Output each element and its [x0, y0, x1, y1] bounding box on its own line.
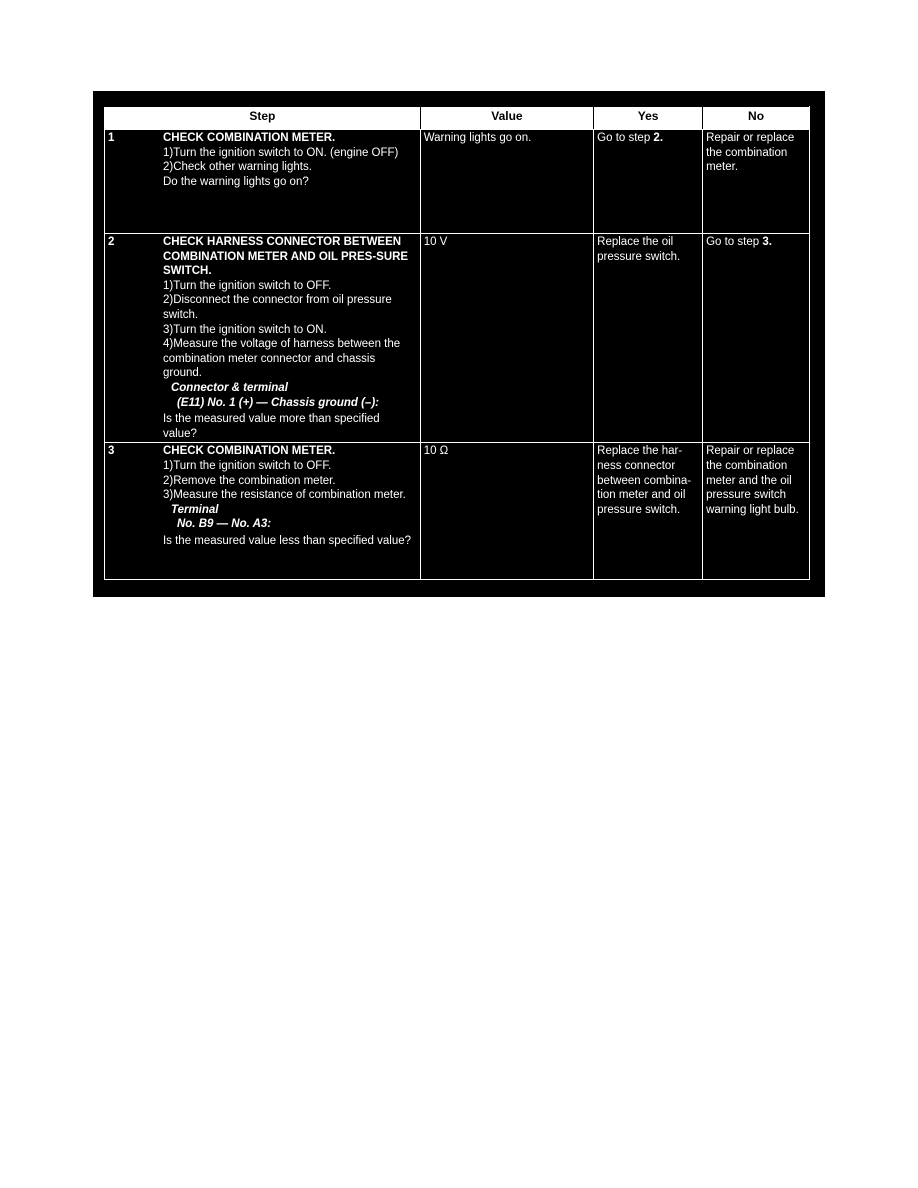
step-title: CHECK COMBINATION METER. [162, 445, 336, 458]
step-sub-value: (E11) No. 1 (+) — Chassis ground (–): [176, 396, 379, 409]
yes-cell: Replace the har-ness connector between combina-tion meter and oil pressure switch. [594, 443, 703, 580]
step-title: CHECK HARNESS CONNECTOR BETWEEN COMBINATION METER AND OIL PRES-SURE SWITCH. [162, 236, 409, 278]
step-number: 1 [105, 130, 160, 234]
step-question: Is the measured value less than specified value? [162, 534, 412, 547]
step-instruction: 1)Turn the ignition switch to ON. (engine OFF) [162, 146, 399, 159]
no-text: Go to step [706, 236, 763, 248]
yes-cell [594, 130, 703, 234]
step-instruction: 2)Disconnect the connector from oil pressure switch. [162, 294, 392, 321]
step-description [160, 443, 420, 580]
no-cell: Repair or replace the combination meter. [703, 130, 810, 234]
yes-text: Go to step [597, 132, 654, 144]
header-yes: Yes [594, 107, 703, 130]
yes-step-ref: 2. [653, 132, 664, 144]
step-instruction: 3)Turn the ignition switch to ON. [162, 323, 327, 336]
table-row [105, 234, 810, 443]
no-step-ref: 3. [762, 236, 772, 248]
yes-cell: Replace the oil pressure switch. [594, 234, 703, 443]
step-instruction: 3)Measure the resistance of combination meter. [162, 489, 406, 502]
table-row [105, 130, 810, 234]
header-no: No [703, 107, 810, 130]
step-instruction: 2)Remove the combination meter. [162, 474, 336, 487]
value-cell: 10 V [420, 234, 593, 443]
header-value: Value [420, 107, 593, 130]
value-cell: Warning lights go on. [420, 130, 593, 234]
step-description [160, 130, 420, 234]
step-number: 2 [105, 234, 160, 443]
step-question: Is the measured value more than specified value? [162, 413, 380, 440]
table-row [105, 443, 810, 580]
table-header-row [105, 107, 810, 130]
step-instruction: 2)Check other warning lights. [162, 161, 312, 174]
step-number: 3 [105, 443, 160, 580]
step-title: CHECK COMBINATION METER. [162, 132, 336, 144]
value-cell: 10 Ω [420, 443, 593, 580]
step-sub-heading: Connector & terminal [170, 381, 288, 394]
step-instruction: 4)Measure the voltage of harness between the combination meter connector and chassis ground. [162, 338, 401, 380]
no-cell: Repair or replace the combination meter and the oil pressure switch warning light bulb. [703, 443, 810, 580]
header-step: Step [105, 107, 421, 130]
step-instruction: 1)Turn the ignition switch to OFF. [162, 279, 332, 292]
step-sub-heading: Terminal [170, 503, 219, 516]
no-cell [703, 234, 810, 443]
step-sub-value: No. B9 — No. A3: [176, 518, 272, 531]
diagnostic-table [104, 106, 810, 580]
diagnostic-panel [93, 91, 825, 597]
step-instruction: 1)Turn the ignition switch to OFF. [162, 459, 332, 472]
step-question: Do the warning lights go on? [162, 175, 309, 188]
step-description [160, 234, 420, 443]
